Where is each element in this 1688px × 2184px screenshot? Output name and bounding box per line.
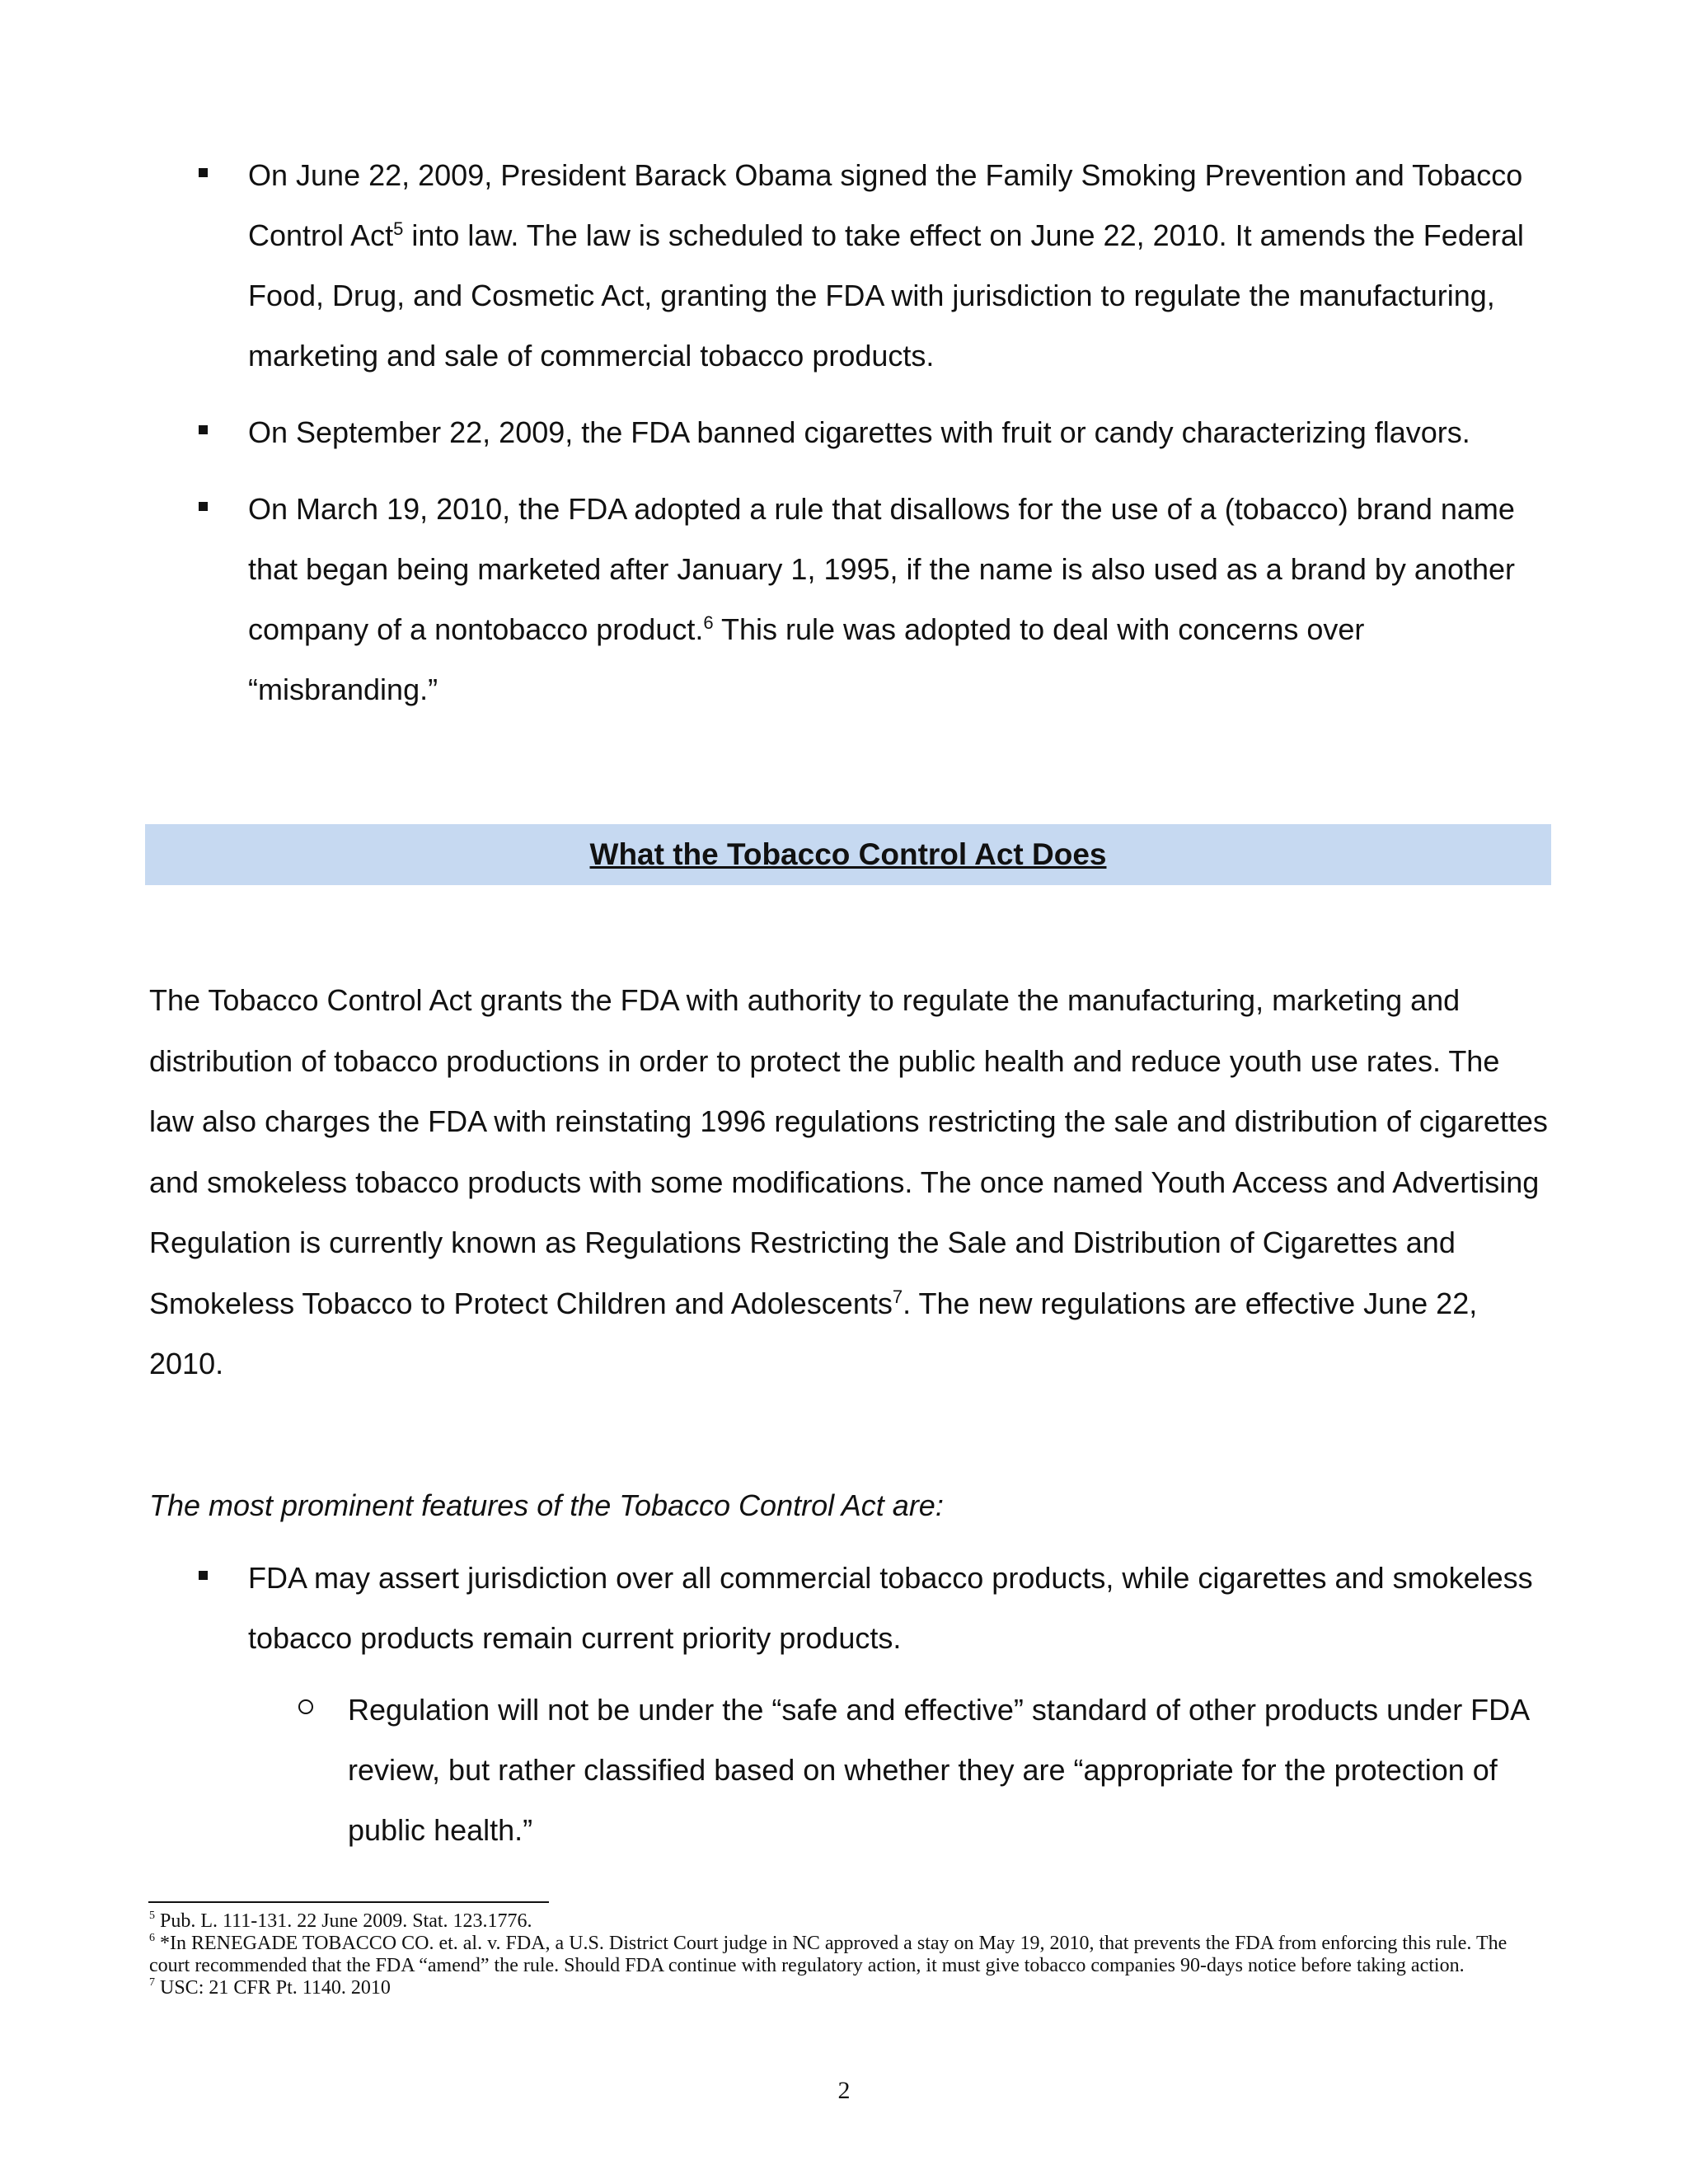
footnote (149, 1933, 1542, 1977)
footnote-number: 6 (149, 1932, 155, 1944)
square-bullet-icon (199, 425, 208, 434)
footnote-number: 5 (149, 1910, 155, 1922)
bullet-text: FDA may assert jurisdiction over all commercial tobacco products, while cigarettes and smokeless tobacco products remain current priority products. (248, 1561, 1533, 1655)
bullet-text-cont: This rule was adopted to deal with concerns over “misbranding.” (248, 612, 1365, 706)
square-bullet-icon (199, 168, 208, 177)
square-bullet-icon (199, 1571, 208, 1580)
circle-bullet-icon (298, 1699, 313, 1714)
footnote (149, 1910, 1542, 1933)
section-heading-banner (145, 824, 1551, 885)
sub-bullet-item (0, 1680, 1688, 1860)
bullet-text: On June 22, 2009, President Barack Obama signed the Family Smoking Prevention and Tobacco Control Act (248, 158, 1523, 252)
section-heading: What the Tobacco Control Act Does (589, 837, 1107, 871)
footnote (149, 1977, 1542, 1999)
sub-bullet-text: Regulation will not be under the “safe and effective” standard of other products under FDA review, but rather classified based on whether they are “appropriate for the protection of public health.” (348, 1693, 1529, 1847)
body-paragraph (149, 970, 1550, 1394)
bullet-item (0, 1548, 1688, 1668)
footnote-text: Pub. L. 111-131. 22 June 2009. Stat. 123.1776. (155, 1910, 532, 1932)
body-text-cont: . The new regulations are effective June 22, 2010. (149, 1286, 1478, 1380)
bullet-item (0, 479, 1688, 719)
bullet-item (0, 402, 1688, 462)
page-number: 2 (837, 2077, 851, 2104)
footnote-number: 7 (149, 1976, 155, 1989)
bullet-text-cont: into law. The law is scheduled to take effect on June 22, 2010. It amends the Federal Food, Drug, and Cosmetic Act, granting the FDA with jurisdiction to regulate the manufacturing, marketing and sale of commercial tobacco products. (248, 218, 1524, 373)
body-text: The Tobacco Control Act grants the FDA with authority to regulate the manufacturing, marketing and distribution of tobacco productions in order to protect the public health and reduce youth use rates. The law also charges the FDA with reinstating 1996 regulations restricting the sale and distribution of cigarettes and smokeless tobacco products with some modifications. The once named Youth Access and Advertising Regulation is currently known as Regulations Restricting the Sale and Distribution of Cigarettes and Smokeless Tobacco to Protect Children and Adolescents (149, 983, 1548, 1320)
footnotes (149, 1910, 1542, 1999)
timeline-bullet-list (0, 145, 1688, 736)
footnote-ref: 7 (892, 1286, 903, 1307)
bullet-text: On March 19, 2010, the FDA adopted a rule that disallows for the use of a (tobacco) brand name that began being marketed after January 1, 1995, if the name is also used as a brand by another company of a nontobacco product. (248, 492, 1515, 646)
footnote-text: *In RENEGADE TOBACCO CO. et. al. v. FDA, a U.S. District Court judge in NC approved a stay on May 19, 2010, that prevents the FDA from enforcing this rule. The court recommended that the FDA “amend” the rule. Should FDA continue with regulatory action, it must give tobacco companies 90-days notice before taking action. (149, 1933, 1507, 1976)
square-bullet-icon (199, 502, 208, 511)
footnote-ref: 6 (703, 612, 714, 633)
bullet-text: On September 22, 2009, the FDA banned cigarettes with fruit or candy characterizing flavors. (248, 415, 1470, 449)
features-intro: The most prominent features of the Tobacco Control Act are: (149, 1488, 944, 1522)
features-bullet-list (0, 1548, 1688, 1860)
footnote-ref: 5 (393, 218, 404, 239)
footnote-separator (148, 1901, 549, 1903)
bullet-item (0, 145, 1688, 386)
footnote-text: USC: 21 CFR Pt. 1140. 2010 (155, 1977, 391, 1999)
